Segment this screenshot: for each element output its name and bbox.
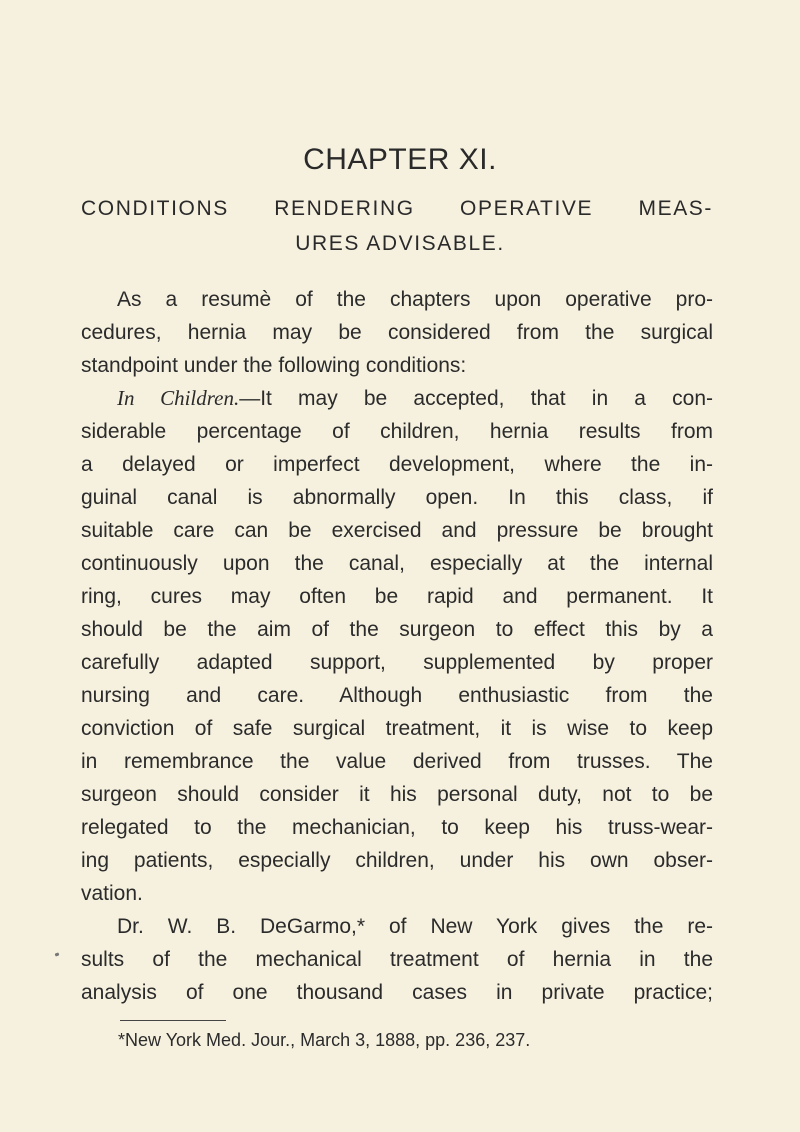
paragraph-2-line-7: ring, cures may often be rapid and permanent. It [81,585,713,608]
paragraph-3-line-2: sults of the mechanical treatment of hernia in the [81,948,713,971]
paragraph-2-line-4: guinal canal is abnormally open. In this class, if [81,486,713,509]
paragraph-2-line-16: vation. [81,882,143,905]
paragraph-3-line-1: Dr. W. B. DeGarmo,* of New York gives the re- [117,915,713,938]
footnote-divider [120,1020,226,1021]
paragraph-2-line-1-text: —It may be accepted, that in a con- [239,387,713,410]
paragraph-2-line-6: continuously upon the canal, especially at the internal [81,552,713,575]
paragraph-2-line-8: should be the aim of the surgeon to effect this by a [81,618,713,641]
paragraph-2-line-3: a delayed or imperfect development, where the in- [81,453,713,476]
paragraph-2-line-5: suitable care can be exercised and pressure be brought [81,519,713,542]
paragraph-1-line-3: standpoint under the following conditions: [81,354,467,377]
paragraph-2-line-9: carefully adapted support, supplemented by proper [81,651,713,674]
chapter-title: CHAPTER XI. [303,143,497,176]
paragraph-2-line-14: relegated to the mechanician, to keep his truss-wear- [81,816,713,839]
paragraph-2-line-15: ing patients, especially children, under his own obser- [81,849,713,872]
section-heading-in-children: In Children. [117,386,240,410]
paragraph-2-line-12: in remembrance the value derived from trusses. The [81,750,713,773]
paragraph-2-line-11: conviction of safe surgical treatment, it is wise to keep [81,717,713,740]
paragraph-2-line-1 [117,382,713,415]
paragraph-2-line-10: nursing and care. Although enthusiastic from the [81,684,713,707]
footnote: *New York Med. Jour., March 3, 1888, pp. 236, 237. [118,1030,531,1050]
paragraph-2-line-13: surgeon should consider it his personal duty, not to be [81,783,713,806]
paragraph-2-line-2: siderable percentage of children, hernia results from [81,420,713,443]
chapter-subtitle-line-2: URES ADVISABLE. [295,232,505,255]
margin-speck [55,952,60,956]
paragraph-1-line-2: cedures, hernia may be considered from the surgical [81,321,713,344]
paragraph-3-line-3: analysis of one thousand cases in private practice; [81,981,713,1004]
paragraph-1-line-1: As a resumè of the chapters upon operative pro- [117,288,713,311]
chapter-subtitle-line-1: CONDITIONS RENDERING OPERATIVE MEAS- [81,197,713,220]
